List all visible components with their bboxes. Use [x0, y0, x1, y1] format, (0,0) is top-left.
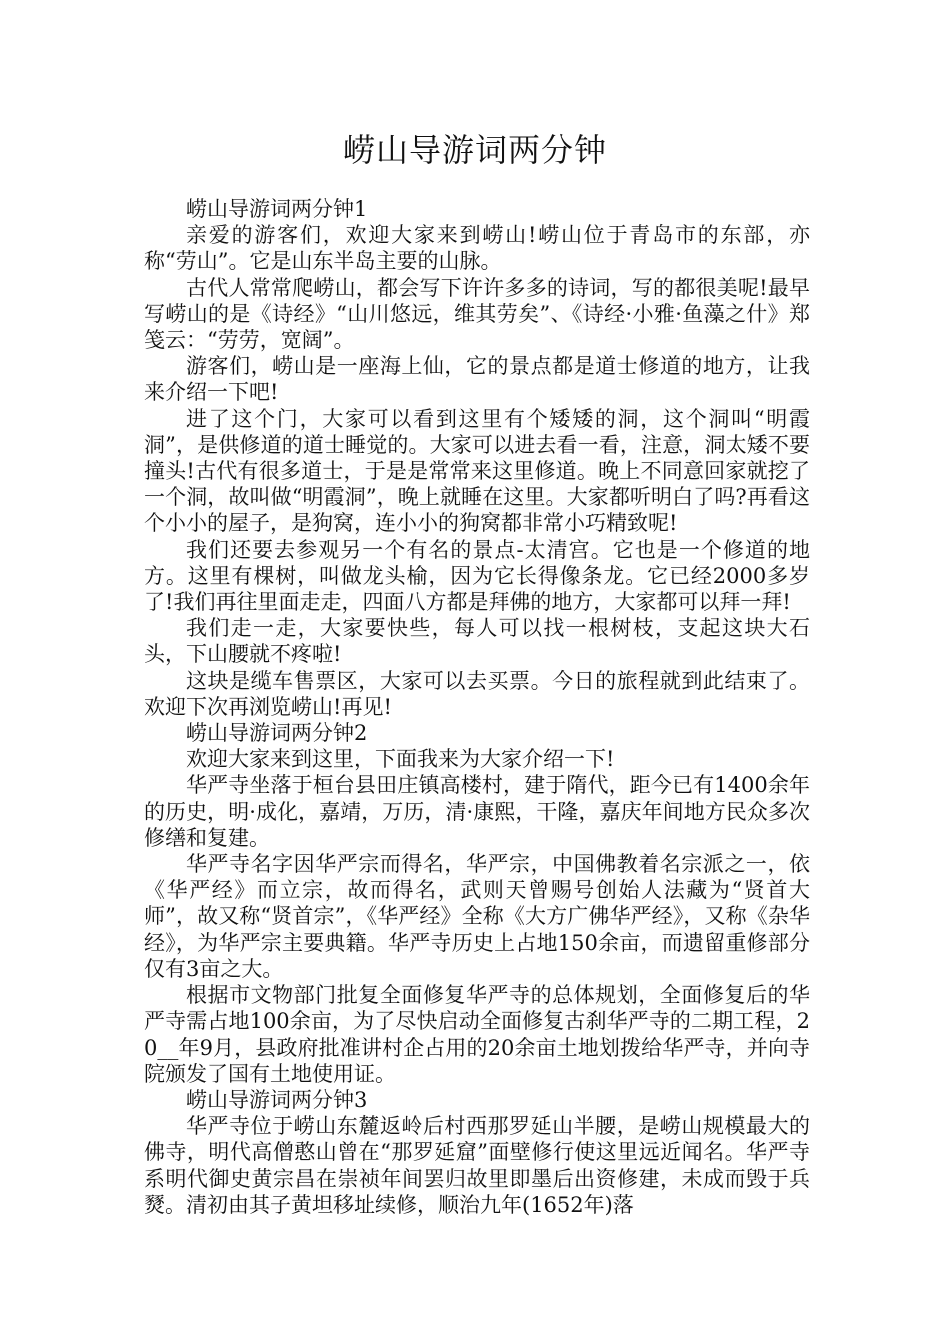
body-paragraph: 这块是缆车售票区，大家可以去买票。今日的旅程就到此结束了。欢迎下次再浏览崂山!再见! — [144, 668, 810, 719]
body-paragraph: 亲爱的游客们，欢迎大家来到崂山!崂山位于青岛市的东部，亦称“劳山”。它是山东半岛主要的山脉。 — [144, 223, 810, 274]
section-heading: 崂山导游词两分钟3 — [186, 1087, 368, 1112]
body-paragraph: 古代人常常爬崂山，都会写下许许多多的诗词，写的都很美呢!最早写崂山的是《诗经》“山川悠远，维其劳矣”、《诗经·小雅·鱼藻之什》郑笺云：“劳劳，宽阔”。 — [144, 275, 810, 353]
body-paragraph: 游客们，崂山是一座海上仙，它的景点都是道士修道的地方，让我来介绍一下吧! — [144, 354, 810, 405]
document-title: 崂山导游词两分钟 — [342, 131, 607, 169]
section-heading: 崂山导游词两分钟2 — [186, 721, 368, 746]
body-paragraph: 进了这个门，大家可以看到这里有个矮矮的洞，这个洞叫“明霞洞”，是供修道的道士睡觉的。大家可以进去看一看，注意，洞太矮不要撞头!古代有很多道士，于是是常常来这里修道。晚上不同意回家就挖了一个洞，故叫做“明霞洞”，晚上就睡在这里。大家都听明白了吗?再看这个小小的屋子，是狗窝，连小小的狗窝都非常小巧精致呢! — [144, 406, 810, 536]
body-paragraph: 华严寺名字因华严宗而得名，华严宗，中国佛教着名宗派之一，依《华严经》而立宗，故而得名，武则天曾赐号创始人法藏为“贤首大师”，故又称“贤首宗”，《华严经》全称《大方广佛华严经》，又称《杂华经》，为华严宗主要典籍。华严寺历史上占地150余亩，而遗留重修部分仅有3亩之大。 — [144, 852, 810, 981]
body-paragraph: 华严寺坐落于桓台县田庄镇高楼村，建于隋代，距今已有1400余年的历史，明·成化，嘉靖，万历，清·康熙，干隆，嘉庆年间地方民众多次修缮和复建。 — [144, 773, 810, 850]
body-paragraph: 根据市文物部门批复全面修复华严寺的总体规划，全面修复后的华严寺需占地100余亩，为了尽快启动全面修复古刹华严寺的二期工程，20__年9月，县政府批准讲村企占用的20余亩土地划拨给华严寺，并向寺院颁发了国有土地使用证。 — [144, 983, 810, 1086]
section-heading: 崂山导游词两分钟1 — [186, 197, 368, 221]
body-paragraph: 我们走一走，大家要快些，每人可以找一根树枝，支起这块大石头，下山腰就不疼啦! — [144, 616, 810, 667]
document-body — [144, 196, 810, 1218]
body-paragraph: 我们还要去参观另一个有名的景点-太清宫。它也是一个修道的地方。这里有棵树，叫做龙头榆，因为它长得像条龙。它已经2000多岁了!我们再往里面走走，四面八方都是拜佛的地方，大家都可以拜一拜! — [144, 537, 810, 615]
body-paragraph: 欢迎大家来到这里，下面我来为大家介绍一下! — [186, 747, 615, 772]
body-paragraph: 华严寺位于崂山东麓返岭后村西那罗延山半腰，是崂山规模最大的佛寺，明代高僧憨山曾在“那罗延窟”面壁修行使这里远近闻名。华严寺系明代御史黄宗昌在崇祯年间罢归故里即墨后出资修建，未成而毁于兵燹。清初由其子黄坦移址续修，顺治九年(1652年)落 — [144, 1114, 810, 1217]
